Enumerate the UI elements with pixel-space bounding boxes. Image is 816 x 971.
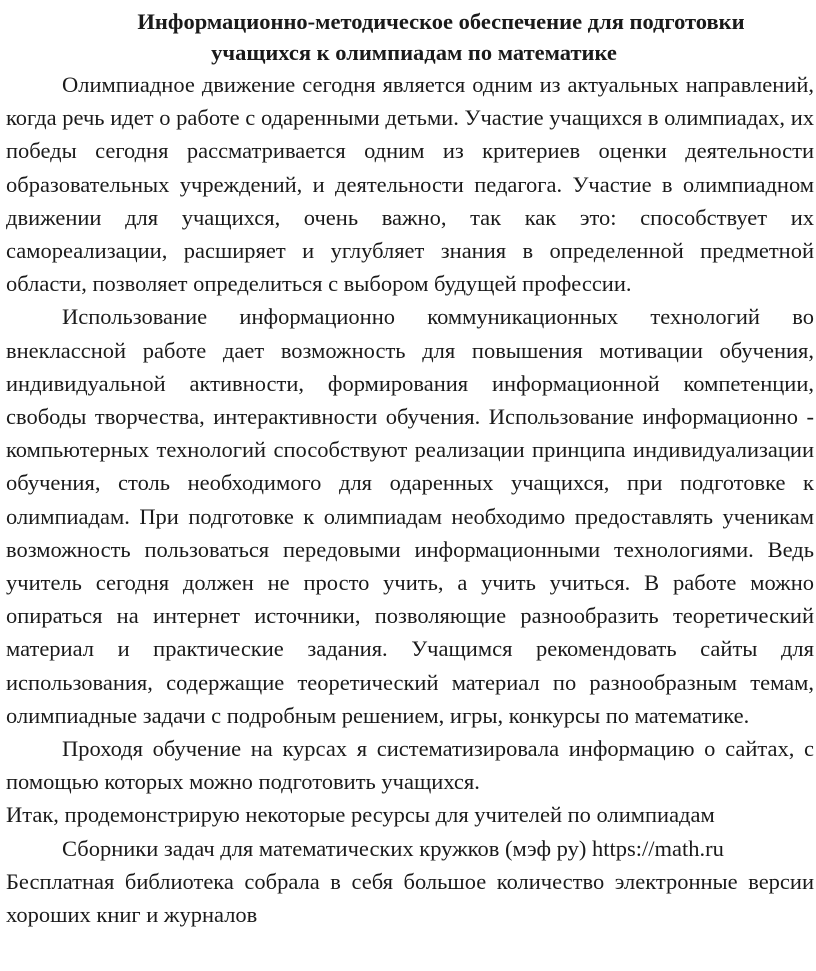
paragraph-resources-intro: Итак, продемонстрирую некоторые ресурсы для учителей по олимпиадам bbox=[6, 802, 715, 828]
document-page bbox=[6, 0, 814, 931]
paragraph-ict-usage: Использование информационно коммуникационных технологий во внеклассной работе дает возможность для повышения мотивации обучения, индивидуальной активности, формирования информационной компетенции, свободы творчества, интерактивности обучения. Использование информационно - компьютерных технологий способствуют реализации принципа индивидуализации обучения, столь необходимого для одаренных учащихся, при подготовке к олимпиадам. При подготовке к олимпиадам необходимо предоставлять ученикам возможность пользоваться передовыми информационными технологиями. Ведь учитель сегодня должен не просто учить, а учить учиться. В работе можно опираться на интернет источники, позволяющие разнообразить теоретический материал и практические задания. Учащимся рекомендовать сайты для использования, содержащие теоретический материал по разнообразным темам, олимпиадные задачи с подробным решением, игры, конкурсы по математике. bbox=[6, 304, 814, 728]
paragraph-task-collections: Сборники задач для математических кружков (мэф ру) https://math.ru bbox=[62, 835, 724, 861]
paragraph-courses: Проходя обучение на курсах я систематизировала информацию о сайтах, с помощью которых можно подготовить учащихся. bbox=[6, 736, 814, 795]
document-title bbox=[6, 0, 814, 68]
title-line-1: Информационно-методическое обеспечение для подготовки bbox=[137, 9, 745, 34]
paragraph-free-library: Бесплатная библиотека собрала в себя большое количество электронные версии хороших книг и журналов bbox=[6, 868, 814, 928]
title-line-2: учащихся к олимпиадам по математике bbox=[211, 40, 617, 65]
paragraph-olympiad-movement: Олимпиадное движение сегодня является одним из актуальных направлений, когда речь идет о работе с одаренными детьми. Участие учащихся в олимпиадах, их победы сегодня рассматривается одним из критериев оценки деятельности образовательных учреждений, и деятельности педагога. Участие в олимпиадном движении для учащихся, очень важно, так как это: способствует их самореализации, расширяет и углубляет знания в определенной предметной области, позволяет определиться с выбором будущей профессии. bbox=[6, 72, 814, 297]
